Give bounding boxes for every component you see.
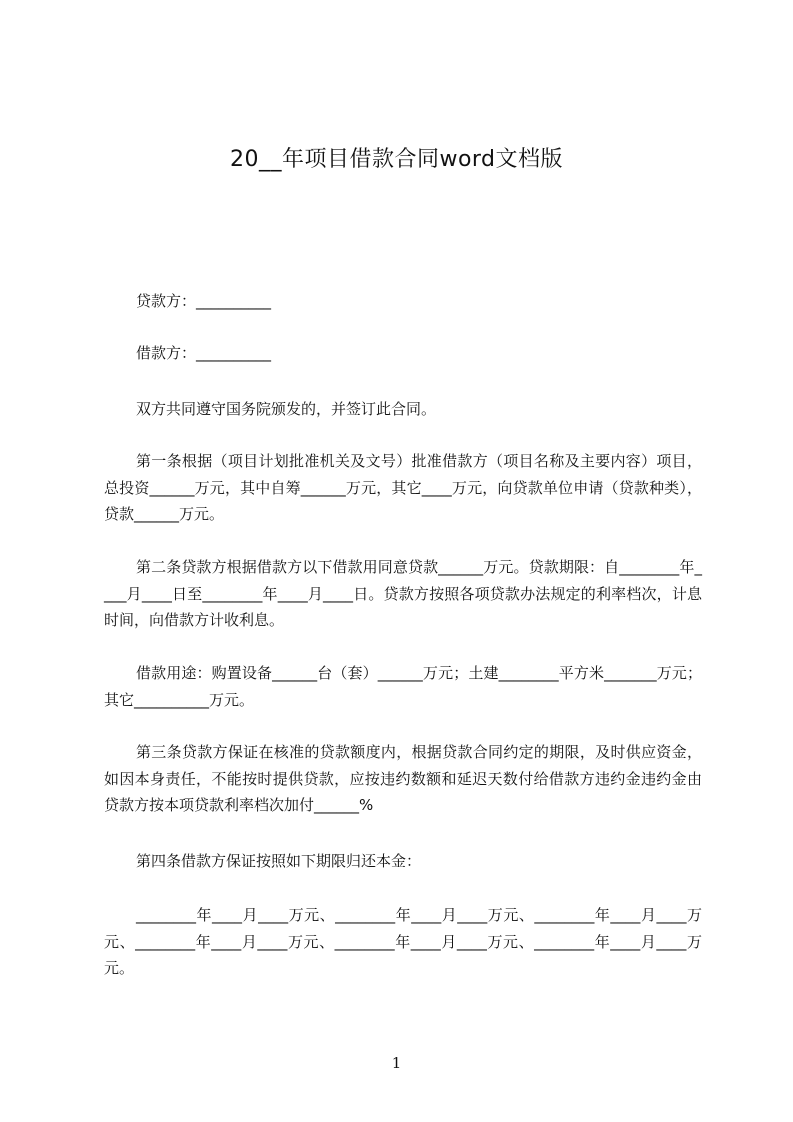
article-1-paragraph: 第一条根据（项目计划批准机关及文号）批准借款方（项目名称及主要内容）项目，总投资______万元，其中自筹______万元，其它____万元，向贷款单位申请（贷款种类），贷款______万元。 bbox=[104, 452, 702, 523]
article-4-paragraph: 第四条借款方保证按照如下期限归还本金： bbox=[136, 852, 422, 870]
lender-line: 贷款方：__________ bbox=[136, 292, 272, 310]
article-2-paragraph: 第二条贷款方根据借款方以下借款用同意贷款______万元。贷款期限：自________年____月____日至________年____月____日。贷款方按照各项贷款办法规定的利率档次，计息时间，向借款方计收利息。 bbox=[104, 558, 702, 629]
page-number: 1 bbox=[391, 1054, 402, 1072]
repayment-schedule-paragraph: ________年____月____万元、________年____月____万元、________年____月____万元、________年____月____万元、________年____月____万元、________年____月____万元。 bbox=[104, 906, 702, 977]
document-title: 20__年项目借款合同word文档版 bbox=[229, 147, 564, 172]
preamble-paragraph: 双方共同遵守国务院颁发的，并签订此合同。 bbox=[136, 400, 437, 418]
loan-purpose-paragraph: 借款用途：购置设备______台（套）______万元；土建________平方米_______万元；其它__________万元。 bbox=[104, 664, 702, 709]
borrower-line: 借款方：__________ bbox=[136, 344, 272, 362]
article-3-paragraph: 第三条贷款方保证在核准的贷款额度内，根据贷款合同约定的期限，及时供应资金，如因本身责任，不能按时提供贷款，应按违约数额和延迟天数付给借款方违约金违约金由贷款方按本项贷款利率档次加付______% bbox=[104, 743, 702, 814]
